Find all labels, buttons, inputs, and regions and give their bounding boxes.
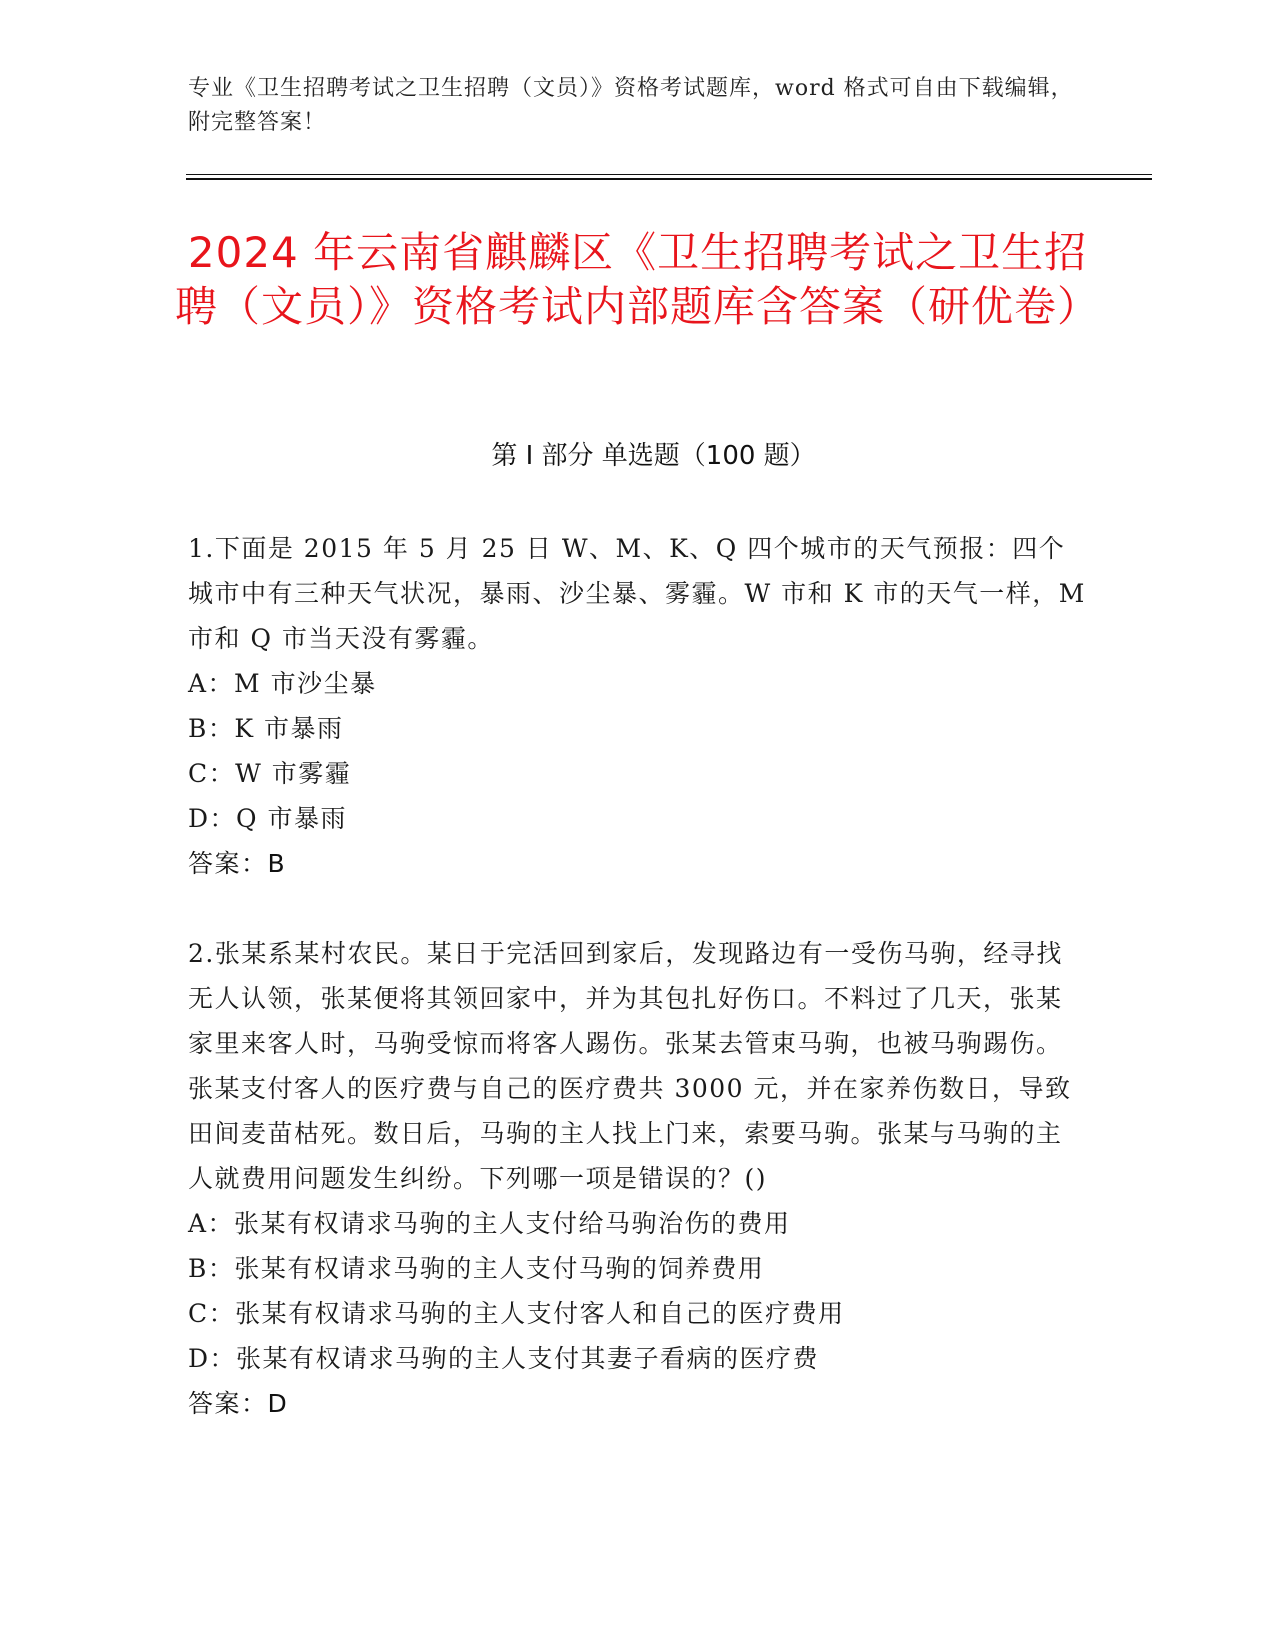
- option-d: D：Q 市暴雨: [188, 804, 347, 833]
- option-a: A：张某有权请求马驹的主人支付给马驹治伤的费用: [188, 1209, 791, 1238]
- answer-line: 答案：D: [188, 1389, 289, 1418]
- question-stem: 1.下面是 2015 年 5 月 25 日 W、M、K、Q 四个城市的天气预报：四个城市中有三种天气状况，暴雨、沙尘暴、雾霾。W 市和 K 市的天气一样，M 市和 Q 市当天没有雾霾。: [188, 534, 1086, 653]
- answer-line: 答案：B: [188, 849, 287, 878]
- section-heading: 第 I 部分 单选题（100 题）: [491, 441, 816, 471]
- option-list: [188, 1201, 1088, 1381]
- page-header-note: 专业《卫生招聘考试之卫生招聘（文员）》资格考试题库，word 格式可自由下载编辑，附完整答案！: [188, 76, 1074, 135]
- option-c: C：W 市雾霾: [188, 759, 352, 788]
- question-1: [188, 526, 1088, 886]
- option-c: C：张某有权请求马驹的主人支付客人和自己的医疗费用: [188, 1299, 845, 1328]
- option-a: A：M 市沙尘暴: [188, 669, 377, 698]
- question-2: [188, 931, 1088, 1426]
- option-list: [188, 661, 1088, 841]
- header-divider-thick: [186, 178, 1152, 180]
- document-title: 2024 年云南省麒麟区《卫生招聘考试之卫生招聘（文员）》资格考试内部题库含答案（研优卷）: [174, 228, 1100, 331]
- header-divider-thin: [186, 174, 1152, 175]
- question-stem: 2.张某系某村农民。某日于完活回到家后，发现路边有一受伤马驹，经寻找无人认领，张某便将其领回家中，并为其包扎好伤口。不料过了几天，张某家里来客人时，马驹受惊而将客人踢伤。张某去管束马驹，也被马驹踢伤。张某支付客人的医疗费与自己的医疗费共 3000 元，并在家养伤数日，导致田间麦苗枯死。数日后，马驹的主人找上门来，索要马驹。张某与马驹的主人就费用问题发生纠纷。下列哪一项是错误的？(): [188, 939, 1072, 1193]
- option-d: D：张某有权请求马驹的主人支付其妻子看病的医疗费: [188, 1344, 820, 1373]
- option-b: B：K 市暴雨: [188, 714, 344, 743]
- option-b: B：张某有权请求马驹的主人支付马驹的饲养费用: [188, 1254, 765, 1283]
